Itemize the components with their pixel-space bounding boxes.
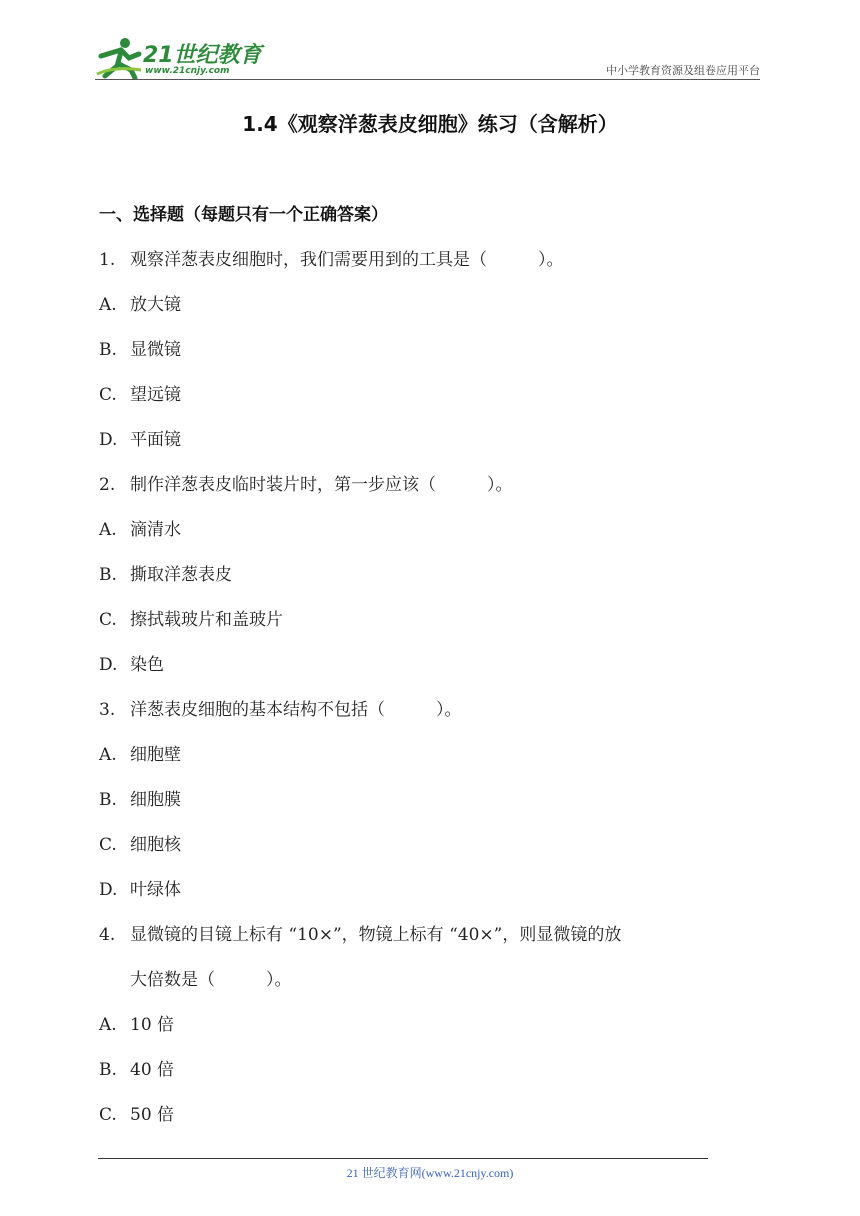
footer-divider bbox=[98, 1158, 708, 1159]
runner-logo-icon bbox=[95, 36, 143, 80]
option-text: 平面镜 bbox=[130, 430, 181, 450]
option-text: 10 倍 bbox=[130, 1015, 175, 1035]
option-2a bbox=[99, 515, 181, 540]
option-3a bbox=[99, 740, 181, 765]
question-4 bbox=[99, 920, 621, 945]
option-label: C. bbox=[99, 385, 117, 405]
option-label: D. bbox=[99, 880, 118, 900]
option-text: 撕取洋葱表皮 bbox=[130, 565, 232, 585]
option-label: B. bbox=[99, 565, 117, 585]
option-1b bbox=[99, 335, 181, 360]
question-number: 1. bbox=[99, 250, 116, 270]
option-label: D. bbox=[99, 655, 118, 675]
option-2b bbox=[99, 560, 232, 585]
option-1a bbox=[99, 290, 181, 315]
question-3 bbox=[99, 695, 462, 720]
page-title: 1.4《观察洋葱表皮细胞》练习（含解析） bbox=[242, 112, 618, 136]
option-label: D. bbox=[99, 430, 118, 450]
option-text: 滴清水 bbox=[130, 520, 181, 540]
option-text: 细胞膜 bbox=[130, 790, 181, 810]
question-text: 制作洋葱表皮临时装片时，第一步应该（ ）。 bbox=[130, 475, 513, 495]
option-label: B. bbox=[99, 1060, 117, 1080]
option-1c bbox=[99, 380, 181, 405]
option-label: A. bbox=[99, 745, 117, 765]
option-label: A. bbox=[99, 295, 117, 315]
logo-text: 21世纪教育 bbox=[143, 43, 262, 68]
option-text: 放大镜 bbox=[130, 295, 181, 315]
option-label: C. bbox=[99, 1105, 117, 1125]
option-text: 细胞核 bbox=[130, 835, 181, 855]
question-text: 洋葱表皮细胞的基本结构不包括（ ）。 bbox=[130, 700, 462, 720]
question-text: 观察洋葱表皮细胞时，我们需要用到的工具是（ ）。 bbox=[130, 250, 564, 270]
question-number: 3. bbox=[99, 700, 116, 720]
option-label: B. bbox=[99, 790, 117, 810]
option-2d bbox=[99, 650, 164, 675]
logo-url: www.21cnjy.com bbox=[145, 66, 230, 76]
option-4a bbox=[99, 1010, 174, 1035]
option-label: A. bbox=[99, 520, 117, 540]
question-1 bbox=[99, 245, 564, 270]
option-1d bbox=[99, 425, 181, 450]
site-logo bbox=[95, 36, 265, 80]
option-text: 擦拭载玻片和盖玻片 bbox=[130, 610, 283, 630]
option-3c bbox=[99, 830, 181, 855]
option-3b bbox=[99, 785, 181, 810]
option-text: 染色 bbox=[130, 655, 164, 675]
option-4c bbox=[99, 1100, 174, 1125]
option-text: 显微镜 bbox=[130, 340, 181, 360]
option-4b bbox=[99, 1055, 174, 1080]
option-text: 细胞壁 bbox=[130, 745, 181, 765]
page-footer: 21 世纪教育网(www.21cnjy.com) bbox=[346, 1166, 514, 1180]
header-divider bbox=[95, 79, 760, 80]
option-3d bbox=[99, 875, 181, 900]
question-2 bbox=[99, 470, 513, 495]
option-label: C. bbox=[99, 835, 117, 855]
page-header bbox=[95, 30, 760, 80]
option-text: 叶绿体 bbox=[130, 880, 181, 900]
section-heading: 一、选择题（每题只有一个正确答案） bbox=[99, 205, 388, 225]
option-label: A. bbox=[99, 1015, 117, 1035]
question-4-continuation: 大倍数是（ ）。 bbox=[130, 970, 292, 990]
option-label: C. bbox=[99, 610, 117, 630]
option-label: B. bbox=[99, 340, 117, 360]
question-number: 2. bbox=[99, 475, 116, 495]
option-text: 50 倍 bbox=[130, 1105, 175, 1125]
option-text: 望远镜 bbox=[130, 385, 181, 405]
question-number: 4. bbox=[99, 925, 116, 945]
option-text: 40 倍 bbox=[130, 1060, 175, 1080]
option-2c bbox=[99, 605, 283, 630]
question-text: 显微镜的目镜上标有 “10×”，物镜上标有 “40×”，则显微镜的放 bbox=[130, 925, 622, 945]
header-platform-text: 中小学教育资源及组卷应用平台 bbox=[606, 64, 760, 77]
